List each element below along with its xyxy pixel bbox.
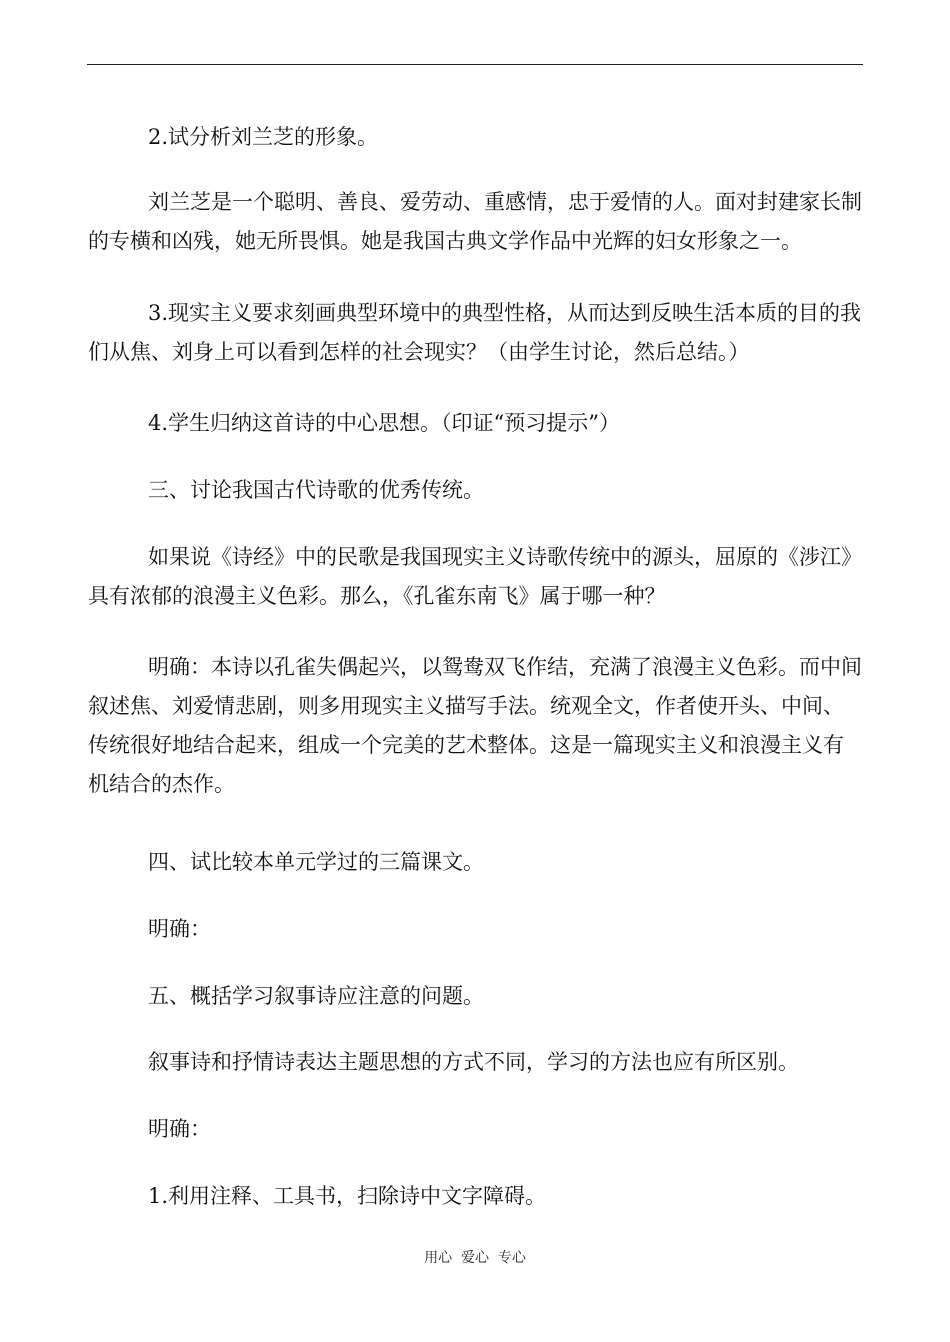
paragraph: 明确： <box>148 917 211 941</box>
paragraph: 3.现实主义要求刻画典型环境中的典型性格，从而达到反映生活本质的目的我们从焦、刘身上可以看到怎样的社会现实？（由学生讨论，然后总结。） <box>88 301 862 364</box>
header-rule <box>87 64 863 65</box>
paragraph: 叙事诗和抒情诗表达主题思想的方式不同，学习的方法也应有所区别。 <box>148 1050 799 1074</box>
paragraph: 1.利用注释、工具书，扫除诗中文字障碍。 <box>148 1184 547 1208</box>
section-heading: 五、概括学习叙事诗应注意的问题。 <box>148 984 484 1008</box>
paragraph: 明确： <box>148 1117 211 1141</box>
section-heading: 三、讨论我国古代诗歌的优秀传统。 <box>148 478 484 502</box>
paragraph: 刘兰芝是一个聪明、善良、爱劳动、重感情，忠于爱情的人。面对封建家长制的专横和凶残，她无所畏惧。她是我国古典文学作品中光辉的妇女形象之一。 <box>88 190 862 253</box>
page-footer: 用心 爱心 专心 <box>424 1250 526 1266</box>
paragraph: 2.试分析刘兰芝的形象。 <box>148 125 379 149</box>
paragraph: 4.学生归纳这首诗的中心思想。（印证“预习提示”） <box>148 411 621 435</box>
section-heading: 四、试比较本单元学过的三篇课文。 <box>148 850 484 874</box>
paragraph: 如果说《诗经》中的民歌是我国现实主义诗歌传统中的源头，屈原的《涉江》具有浓郁的浪漫主义色彩。那么，《孔雀东南飞》属于哪一种？ <box>88 545 862 608</box>
paragraph: 明确：本诗以孔雀失偶起兴，以鸳鸯双飞作结，充满了浪漫主义色彩。而中间叙述焦、刘爱情悲剧，则多用现实主义描写手法。统观全文，作者使开头、中间、传统很好地结合起来，组成一个完美的艺术整体。这是一篇现实主义和浪漫主义有机结合的杰作。 <box>88 655 862 796</box>
